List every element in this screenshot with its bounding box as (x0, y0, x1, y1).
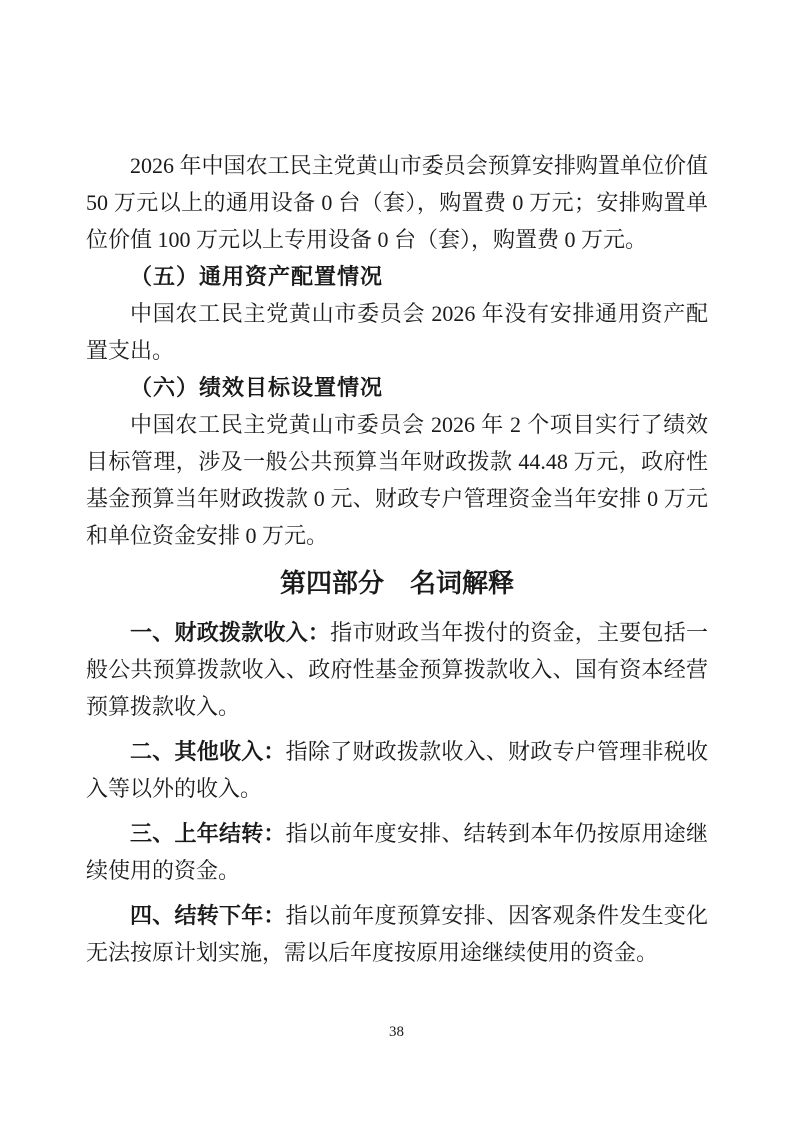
heading-section-five: （五）通用资产配置情况 (130, 264, 384, 289)
term-text-4: 指以前年度预算安排、因客观条件发生变化无法按原计划实施，需以后年度按原用途继续使用的资金。 (86, 903, 708, 965)
term-definition-2 (86, 733, 708, 807)
term-text-2: 指除了财政拨款收入、财政专户管理非税收入等以外的收入。 (86, 739, 708, 801)
paragraph-performance-targets: 中国农工民主党黄山市委员会 2026 年 2 个项目实行了绩效目标管理，涉及一般公共预算当年财政拨款 44.48 万元，政府性基金预算当年财政拨款 0 元、财政专户管理资金当年安排 0 万元和单位资金安排 0 万元。 (86, 412, 708, 548)
term-definition-3 (86, 815, 708, 889)
term-label-3: 三、上年结转： (130, 821, 286, 846)
heading-section-six: （六）绩效目标设置情况 (130, 375, 384, 400)
part-four-title: 第四部分 名词解释 (279, 568, 514, 598)
term-label-4: 四、结转下年： (130, 903, 286, 928)
term-label-1: 一、财政拨款收入： (130, 620, 331, 645)
term-text-1: 指市财政当年拨付的资金，主要包括一般公共预算拨款收入、政府性基金预算拨款收入、国有资本经营预算拨款收入。 (86, 620, 708, 719)
term-text-3: 指以前年度安排、结转到本年仍按原用途继续使用的资金。 (86, 821, 708, 883)
document-body (86, 147, 708, 971)
term-label-2: 二、其他收入： (130, 739, 286, 764)
term-definition-1 (86, 614, 708, 725)
paragraph-asset-configuration: 中国农工民主党黄山市委员会 2026 年没有安排通用资产配置支出。 (86, 301, 708, 363)
paragraph-equipment-purchase: 2026 年中国农工民主党黄山市委员会预算安排购置单位价值 50 万元以上的通用设备 0 台（套），购置费 0 万元；安排购置单位价值 100 万元以上专用设备 0 台（套），购置费 0 万元。 (86, 153, 708, 252)
page-number: 38 (389, 1024, 404, 1040)
term-definition-4 (86, 897, 708, 971)
